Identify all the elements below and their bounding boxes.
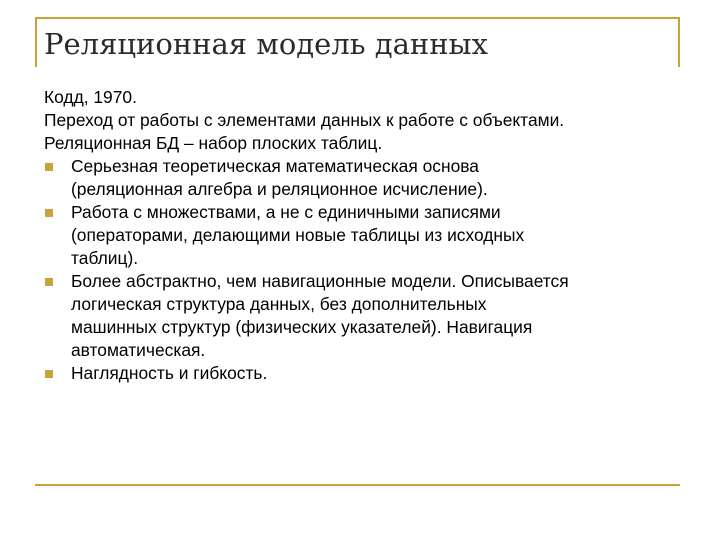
square-bullet-icon — [45, 163, 53, 171]
bullet-line: логическая структура данных, без дополнительных — [71, 294, 487, 314]
square-bullet-icon — [45, 209, 53, 217]
slide-body — [44, 86, 684, 385]
bullet-list — [44, 155, 684, 385]
bullet-line: Более абстрактно, чем навигационные модели. Описывается — [71, 271, 569, 291]
frame-left-line — [35, 17, 37, 67]
bullet-line: таблиц). — [71, 248, 139, 268]
bullet-line: (реляционная алгебра и реляционное исчисление). — [71, 179, 488, 199]
bullet-line: Работа с множествами, а не с единичными записями — [71, 202, 501, 222]
intro-line-author-year: Кодд, 1970. — [44, 87, 137, 107]
bullet-item-sets — [44, 201, 684, 270]
bullet-line: автоматическая. — [71, 340, 206, 360]
frame-top-line — [35, 17, 680, 19]
bullet-line: машинных структур (физических указателей). Навигация — [71, 317, 533, 337]
bullet-line: (операторами, делающими новые таблицы из исходных — [71, 225, 525, 245]
frame-right-line — [678, 17, 680, 67]
square-bullet-icon — [45, 370, 53, 378]
intro-line-objects: Переход от работы с элементами данных к работе с объектами. — [44, 110, 565, 130]
bullet-line: Наглядность и гибкость. — [71, 363, 268, 383]
frame-bottom-line — [35, 484, 680, 486]
bullet-line: Серьезная теоретическая математическая основа — [71, 156, 479, 176]
bullet-item-abstraction — [44, 270, 684, 362]
bullet-item-clarity — [44, 362, 684, 385]
bullet-item-theory — [44, 155, 684, 201]
intro-line-flat-tables: Реляционная БД – набор плоских таблиц. — [44, 133, 383, 153]
square-bullet-icon — [45, 278, 53, 286]
slide-title: Реляционная модель данных — [44, 26, 494, 62]
